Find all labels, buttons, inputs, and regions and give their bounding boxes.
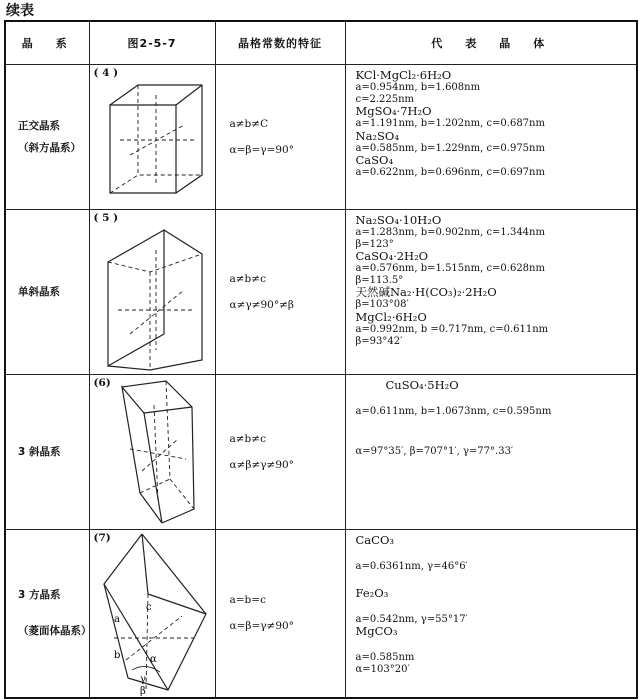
param-edges: a=b=c	[229, 594, 266, 607]
table-row	[5, 375, 637, 530]
crystal-parameters: a=0.585nm	[355, 652, 415, 664]
crystal-formula: MgCl₂·6H₂O	[355, 309, 427, 324]
param-angles: α=β=γ=90°	[229, 144, 294, 156]
reps-cell	[345, 65, 637, 210]
label-a: a	[113, 614, 120, 625]
table-header-row	[5, 21, 637, 65]
param-angles: α≠β≠γ≠90°	[229, 459, 294, 471]
crystal-parameters: β=103°08′	[355, 299, 409, 311]
crystal-parameters: a=1.191nm, b=1.202nm, c=0.687nm	[355, 118, 545, 130]
crystal-formula: MgCO₃	[355, 624, 398, 639]
figure-number: (6)	[93, 377, 111, 389]
crystal-parameters: β=123°	[355, 238, 394, 250]
reps-cell	[345, 530, 637, 698]
crystal-formula: 天然碱Na₂·H(CO₃)₂·2H₂O	[355, 285, 497, 300]
orthorhombic-cell-diagram	[90, 65, 216, 210]
crystal-parameters: a=0.542nm, γ=55°17′	[355, 613, 468, 625]
system-alt-name: （菱面体晶系）	[18, 625, 92, 638]
figure-cell	[89, 65, 215, 210]
crystal-parameters: a=0.6361nm, γ=46°6′	[355, 561, 468, 572]
caption: 续表	[6, 3, 34, 19]
crystal-formula: KCl·MgCl₂·6H₂O	[355, 68, 452, 82]
params-cell	[215, 210, 345, 375]
crystal-parameters: a=0.992nm, b =0.717nm, c=0.611nm	[355, 323, 549, 335]
crystal-formula: Na₂SO₄·10H₂O	[355, 213, 442, 227]
crystal-formula: Na₂SO₄	[355, 128, 399, 143]
crystal-formula: Fe₂O₃	[355, 585, 389, 600]
reps-cell	[345, 375, 637, 530]
system-name: 单斜晶系	[18, 286, 60, 298]
spacer	[356, 600, 637, 614]
params-cell	[215, 530, 345, 698]
crystal-parameters: a=0.576nm, b=1.515nm, c=0.628nm	[355, 263, 545, 275]
table-row	[5, 65, 637, 210]
header-system: 晶 系	[5, 21, 89, 65]
crystal-parameters: c=2.225nm	[355, 93, 415, 105]
crystal-formula: CaSO₄·2H₂O	[355, 249, 429, 264]
crystal-parameters: α=97°35′, β=707°1′, γ=77°.33′	[355, 445, 514, 457]
system-cell	[5, 375, 89, 530]
triclinic-cell-diagram	[90, 375, 216, 530]
spacer	[356, 638, 637, 652]
crystal-formula: MgSO₄·7H₂O	[355, 104, 432, 119]
param-edges: a≠b≠c	[229, 273, 266, 285]
system-alt-name: （斜方晶系）	[18, 142, 81, 154]
system-cell	[5, 530, 92, 698]
label-alpha: α	[149, 654, 157, 665]
params-cell	[215, 375, 345, 530]
param-edges: a≠b≠C	[229, 118, 269, 130]
crystal-formula: CuSO₄·5H₂O	[385, 378, 459, 392]
crystal-formula: CaCO₃	[355, 533, 394, 547]
crystal-parameters: β=93°42′	[355, 335, 403, 347]
figure-cell	[89, 210, 215, 375]
param-angles: α≠γ≠90°≠β	[229, 299, 294, 311]
spacer	[356, 547, 637, 561]
label-beta: β	[139, 686, 146, 697]
rhombohedral-cell-diagram	[90, 530, 216, 698]
params-cell	[215, 65, 345, 210]
figure-number: ( 5 )	[93, 212, 119, 224]
table-row	[5, 210, 637, 375]
crystal-parameters: a=0.611nm, b=1.0673nm, c=0.595nm	[355, 406, 552, 417]
system-name: 正交晶系	[18, 120, 60, 132]
system-cell	[5, 65, 89, 210]
spacer	[356, 573, 637, 587]
reps-cell	[345, 210, 637, 375]
figure-number: ( 4 )	[93, 67, 119, 79]
param-angles: α=β=γ≠90°	[229, 620, 294, 633]
crystal-parameters: a=1.283nm, b=0.902nm, c=1.344nm	[355, 227, 545, 238]
label-gamma: γ	[139, 674, 146, 685]
monoclinic-cell-diagram	[90, 210, 216, 375]
figure-number: (7)	[93, 532, 111, 544]
crystal-parameters: a=0.954nm, b=1.608nm	[355, 82, 481, 93]
crystal-parameters: β=113.5°	[355, 274, 404, 286]
label-c: c	[145, 602, 152, 613]
header-figure: 图2-5-7	[89, 21, 215, 65]
table-row	[5, 530, 637, 698]
figure-cell	[89, 530, 215, 698]
header-representative-crystals: 代 表 晶 体	[345, 21, 637, 65]
crystal-formula: CaSO₄	[355, 153, 394, 168]
spacer	[356, 392, 637, 406]
system-cell	[5, 210, 89, 375]
system-name: 3 斜晶系	[18, 446, 61, 458]
crystal-parameters: α=103°20′	[355, 663, 410, 675]
header-lattice-params: 晶格常数的特征	[215, 21, 345, 65]
param-edges: a≠b≠c	[229, 433, 266, 445]
crystal-parameters: a=0.585nm, b=1.229nm, c=0.975nm	[355, 142, 545, 154]
figure-cell	[89, 375, 215, 530]
spacer	[356, 418, 637, 432]
crystal-parameters: a=0.622nm, b=0.696nm, c=0.697nm	[355, 167, 545, 179]
crystal-system-table	[4, 20, 638, 699]
label-b: b	[113, 650, 120, 661]
system-name: 3 方晶系	[18, 589, 61, 602]
spacer	[356, 432, 637, 446]
